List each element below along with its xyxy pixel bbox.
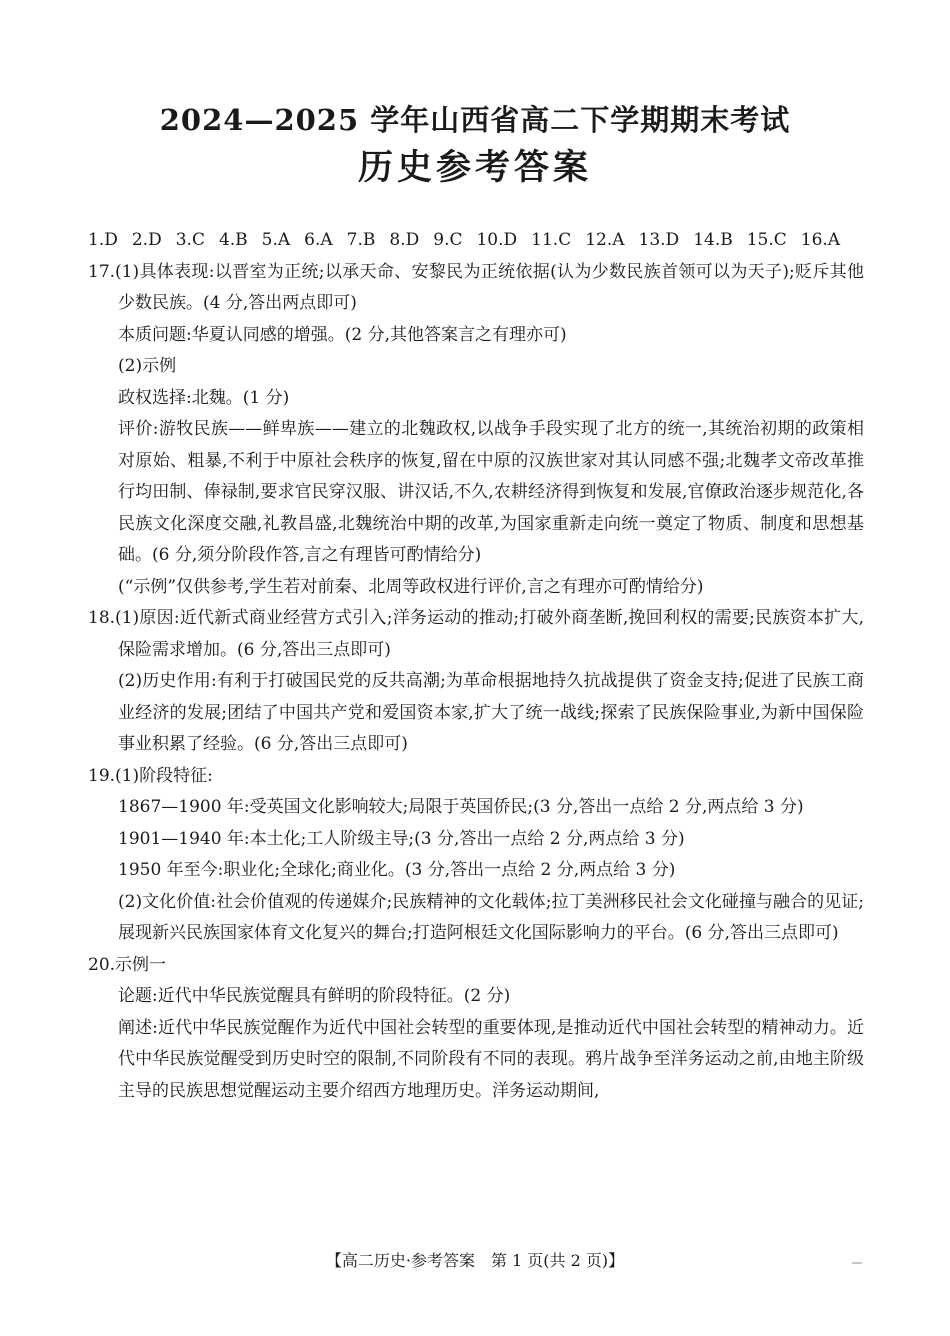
answer-content bbox=[88, 225, 864, 1107]
q19-stage3: 1950 年至今:职业化;全球化;商业化。(3 分,答出一点给 2 分,两点给 3 分) bbox=[118, 860, 676, 880]
q17-note: (“示例”仅供参考,学生若对前秦、北周等政权进行评价,言之有理亦可酌情给分) bbox=[118, 576, 704, 597]
multiple-choice-answers bbox=[88, 225, 864, 257]
mc-answer: 11.C bbox=[531, 230, 572, 250]
q17-essence: 本质问题:华夏认同感的增强。(2 分,其他答案言之有理亦可) bbox=[118, 324, 567, 345]
page-subtitle: 历史参考答案 bbox=[357, 147, 592, 188]
q17-part1: 17.(1)具体表现:以晋室为正统;以承天命、安黎民为正统依据(认为少数民族首领可以为天子);贬斥其他少数民族。(4 分,答出两点即可) bbox=[88, 261, 864, 313]
mc-answer: 9.C bbox=[433, 230, 463, 250]
mc-answer: 16.A bbox=[800, 230, 841, 250]
scan-mark bbox=[852, 1262, 862, 1264]
page-footer: 【高二历史·参考答案 第 1 页(共 2 页)】 bbox=[325, 1251, 625, 1270]
q17-evaluation: 评价:游牧民族——鲜卑族——建立的北魏政权,以战争手段实现了北方的统一,其统治初期的政策相对原始、粗暴,不利于中原社会秩序的恢复,留在中原的汉族世家对其认同感不强;北魏孝文帝改革推行均田制、俸禄制,要求官民穿汉服、讲汉话,不久,农耕经济得到恢复和发展,官僚政治逐步规范化,各民族文化深度交融,礼教昌盛,北魏统治中期的改革,为国家重新走向统一奠定了物质、制度和思想基础。(6 分,须分阶段作答,言之有理皆可酌情给分) bbox=[118, 419, 864, 565]
q17-part2-label: (2)示例 bbox=[118, 356, 177, 376]
q19-part1-label: 19.(1)阶段特征: bbox=[88, 765, 213, 786]
mc-answer: 2.D bbox=[131, 230, 162, 250]
q17-regime-choice: 政权选择:北魏。(1 分) bbox=[118, 387, 290, 408]
q20-head: 20.示例一 bbox=[88, 954, 167, 975]
mc-answer: 13.D bbox=[638, 230, 680, 250]
q18-part2: (2)历史作用:有利于打破国民党的反共高潮;为革命根据地持久抗战提供了资金支持;促进了民族工商业经济的发展;团结了中国共产党和爱国资本家,扩大了统一战线;探索了民族保险事业,为新中国保险事业积累了经验。(6 分,答出三点即可) bbox=[118, 671, 864, 754]
q18-part1: 18.(1)原因:近代新式商业经营方式引入;洋务运动的推动;打破外商垄断,挽回利权的需要;民族资本扩大,保险需求增加。(6 分,答出三点即可) bbox=[88, 608, 864, 660]
mc-answer: 3.C bbox=[175, 230, 205, 250]
mc-answer: 10.D bbox=[476, 230, 518, 250]
mc-answer: 12.A bbox=[585, 230, 625, 250]
q19-stage1: 1867—1900 年:受英国文化影响较大;局限于英国侨民;(3 分,答出一点给 2 分,两点给 3 分) bbox=[118, 797, 804, 817]
page-title: 2024—2025 学年山西省高二下学期期末考试 bbox=[159, 103, 791, 137]
q19-stage2: 1901—1940 年:本土化;工人阶级主导;(3 分,答出一点给 2 分,两点给 3 分) bbox=[118, 828, 685, 849]
mc-answer: 14.B bbox=[693, 230, 733, 250]
mc-answer: 8.D bbox=[389, 230, 420, 250]
mc-answer: 6.A bbox=[304, 230, 333, 250]
mc-answer: 4.B bbox=[218, 230, 248, 250]
mc-answer: 7.B bbox=[346, 230, 376, 250]
q20-elaboration: 阐述:近代中华民族觉醒作为近代中国社会转型的重要体现,是推动近代中国社会转型的精神动力。近代中华民族觉醒受到历史时空的限制,不同阶段有不同的表现。鸦片战争至洋务运动之前,由地主阶级主导的民族思想觉醒运动主要介绍西方地理历史。洋务运动期间, bbox=[118, 1017, 864, 1101]
q19-part2: (2)文化价值:社会价值观的传递媒介;民族精神的文化载体;拉丁美洲移民社会文化碰撞与融合的见证;展现新兴民族国家体育文化复兴的舞台;打造阿根廷文化国际影响力的平台。(6 分,答出三点即可) bbox=[118, 891, 864, 943]
mc-answer: 15.C bbox=[746, 230, 787, 250]
q20-thesis: 论题:近代中华民族觉醒具有鲜明的阶段特征。(2 分) bbox=[118, 986, 511, 1006]
mc-answer: 1.D bbox=[88, 230, 118, 250]
mc-answer: 5.A bbox=[261, 230, 291, 250]
